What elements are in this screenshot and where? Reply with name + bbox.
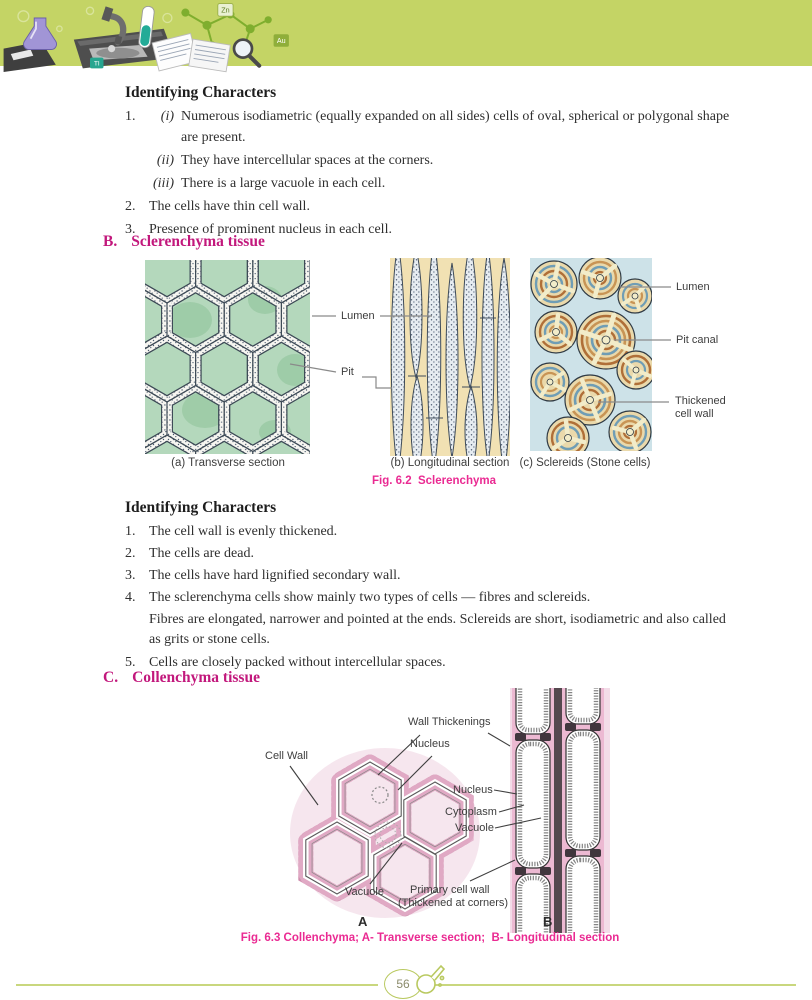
figure-6-3 — [265, 688, 740, 933]
fig63-longitudinal-diagram — [510, 688, 610, 933]
item-text: The sclerenchyma cells show mainly two types of cells — fibres and sclereids. — [149, 590, 591, 605]
fig63-label-nucleus-a: Nucleus — [410, 738, 450, 750]
footer-rule-left — [16, 984, 378, 986]
list-item — [125, 543, 739, 565]
fig63-label-vacuole-b: Vacuole — [455, 822, 494, 834]
fig62-caption-b: (b) Longitudinal section — [390, 457, 510, 469]
item-text: Cells are closely packed without intercellular spaces. — [149, 655, 446, 670]
fig63-label-primary-2: (Thickened at corners) — [398, 897, 509, 909]
page-number: 56 — [396, 977, 410, 991]
list-item — [125, 173, 739, 194]
list-item — [125, 521, 739, 543]
fig62-label-pit: Pit — [341, 366, 354, 378]
item-text: The cells have thin cell wall. — [149, 199, 310, 214]
fig62-drawing — [140, 256, 760, 458]
item-text: They have intercellular spaces at the corners. — [181, 153, 434, 168]
fig63-title: Fig. 6.3 Collenchyma; A- Transverse section; B- Longitudinal section — [240, 932, 620, 944]
list-item — [125, 106, 739, 148]
item-number: 1. — [125, 109, 136, 124]
banner — [0, 0, 812, 78]
banner-art — [0, 0, 812, 78]
list-item — [125, 150, 739, 171]
fig63-label-wall-thickenings: Wall Thickenings — [408, 716, 491, 728]
item-number: 2. — [125, 546, 136, 561]
item-number: 5. — [125, 655, 136, 670]
fig62-label-thickened-2: cell wall — [675, 408, 714, 420]
fig63-letter-b: B — [543, 914, 553, 929]
fig63-label-vacuole-a: Vacuole — [345, 886, 384, 898]
section-title: Sclerenchyma tissue — [131, 233, 265, 250]
identifying-characters-heading-2: Identifying Characters — [125, 499, 277, 516]
list-item — [125, 196, 739, 217]
section-letter: C. — [103, 669, 119, 686]
element-tile-tl: Tl — [93, 60, 100, 68]
item-number: 2. — [125, 199, 136, 214]
fig63-label-cell-wall: Cell Wall — [265, 750, 308, 762]
item-text: The cell wall is evenly thickened. — [149, 524, 338, 539]
flask-doodle-icon — [416, 960, 446, 998]
fig62-caption-a: (a) Transverse section — [171, 457, 285, 469]
section-letter: B. — [103, 233, 118, 250]
item-text: The cells are dead. — [149, 546, 254, 561]
fig62-label-lumen-a: Lumen — [341, 310, 375, 322]
fig63-label-primary-1: Primary cell wall — [410, 884, 490, 896]
list-item — [125, 565, 739, 587]
fig62-label-thickened-1: Thickened — [675, 395, 726, 407]
item-number: 4. — [125, 590, 136, 605]
section-c-heading — [103, 669, 260, 687]
item-text: The cells have hard lignified secondary wall. — [149, 568, 401, 583]
fig62-transverse-diagram — [140, 256, 339, 458]
item-number: 3. — [125, 222, 136, 237]
item-marker: (i) — [160, 109, 174, 124]
fig62-longitudinal-diagram — [390, 256, 511, 458]
fig62-title: Fig. 6.2 Sclerenchyma — [371, 475, 496, 487]
element-tile-zn: Zn — [221, 5, 230, 15]
fig62-label-lumen-c: Lumen — [676, 281, 710, 293]
sclerenchyma-characters-list — [125, 521, 739, 674]
section-title: Collenchyma tissue — [132, 669, 260, 686]
footer-rule-right — [430, 984, 796, 986]
parenchyma-characters-list — [125, 106, 739, 242]
fig62-caption-c: (c) Sclereids (Stone cells) — [519, 457, 651, 469]
element-tile-au: Au — [276, 36, 286, 46]
identifying-characters-heading-1: Identifying Characters — [125, 84, 277, 101]
item-extra-text: Fibres are elongated, narrower and pointed at the ends. Sclereids are short, isodiametric and also called as grits or stone cells. — [149, 612, 726, 647]
item-marker: (ii) — [156, 153, 174, 168]
item-number: 3. — [125, 568, 136, 583]
item-number: 1. — [125, 524, 136, 539]
section-b-heading — [103, 233, 265, 251]
item-text: Presence of prominent nucleus in each cell. — [149, 222, 392, 237]
list-item — [125, 587, 739, 609]
item-text: There is a large vacuole in each cell. — [181, 176, 386, 191]
item-text: Numerous isodiametric (equally expanded on all sides) cells of oval, spherical or polygonal shape are present. — [181, 109, 730, 145]
fig63-label-nucleus-b: Nucleus — [453, 784, 493, 796]
fig63-label-cytoplasm: Cytoplasm — [445, 806, 497, 818]
figure-6-2 — [140, 256, 760, 494]
item-marker: (iii) — [153, 176, 174, 191]
fig63-letter-a: A — [358, 914, 368, 929]
fig62-label-pit-canal: Pit canal — [676, 334, 719, 346]
